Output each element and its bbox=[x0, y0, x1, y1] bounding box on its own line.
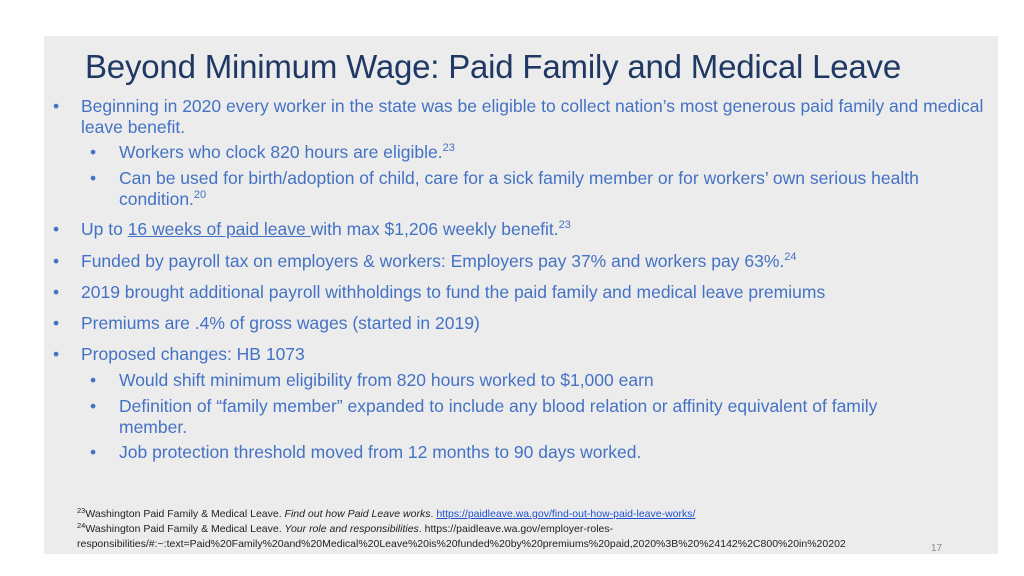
bullet-dot: • bbox=[53, 251, 60, 271]
sub-bullet-family-member bbox=[90, 396, 949, 438]
bullet-premiums bbox=[53, 313, 991, 334]
footnote-24 bbox=[77, 522, 613, 537]
bullet-dot: • bbox=[90, 370, 97, 390]
footnote-url-link[interactable]: https://paidleave.wa.gov/find-out-how-paid-leave-works/ bbox=[436, 508, 696, 520]
footnote-ref: 23 bbox=[442, 142, 455, 154]
bullet-text: 2019 brought additional payroll withholdings to fund the paid family and medical leave premiums bbox=[81, 282, 826, 302]
bullet-eligibility bbox=[53, 96, 991, 138]
footnote-separator: . bbox=[430, 508, 437, 520]
slide-title: Beyond Minimum Wage: Paid Family and Medical Leave bbox=[85, 48, 901, 85]
footnote-title: Find out how Paid Leave works bbox=[284, 508, 431, 520]
sub-bullet-job-protection bbox=[90, 442, 979, 463]
bullet-withholdings bbox=[53, 282, 991, 303]
bullet-text: Would shift minimum eligibility from 820 hours worked to $1,000 earn bbox=[119, 370, 654, 390]
bullet-text: Definition of “family member” expanded to include any blood relation or affinity equivalent of family member. bbox=[119, 396, 878, 437]
footnote-number: 24 bbox=[77, 521, 86, 530]
footnote-source: Washington Paid Family & Medical Leave. bbox=[85, 508, 285, 520]
bullet-text: Proposed changes: HB 1073 bbox=[81, 344, 305, 364]
bullet-funding bbox=[53, 251, 991, 272]
footnote-24-continued bbox=[77, 537, 846, 552]
bullet-dot: • bbox=[90, 442, 97, 462]
bullet-proposed-changes bbox=[53, 344, 991, 365]
bullet-text-pre: Up to bbox=[81, 219, 128, 239]
sub-bullet-820-hours bbox=[90, 142, 979, 163]
bullet-dot: • bbox=[90, 168, 97, 188]
bullet-text: Premiums are .4% of gross wages (started in 2019) bbox=[81, 313, 480, 333]
bullet-16-weeks bbox=[53, 219, 991, 240]
footnote-url: . https://paidleave.wa.gov/employer-roles- bbox=[418, 523, 614, 535]
bullet-text-post: with max $1,206 weekly benefit. bbox=[310, 219, 559, 239]
footnote-title: Your role and responsibilities bbox=[284, 523, 419, 535]
bullet-dot: • bbox=[53, 282, 60, 302]
footnote-ref: 20 bbox=[193, 189, 207, 201]
bullet-text: Can be used for birth/adoption of child, care for a sick family member or for workers’ own serious health condition. bbox=[119, 168, 919, 209]
bullet-text: Workers who clock 820 hours are eligible. bbox=[119, 142, 443, 162]
paid-leave-link[interactable]: 16 weeks of paid leave bbox=[127, 219, 311, 239]
bullet-dot: • bbox=[90, 396, 97, 416]
footnote-ref: 24 bbox=[784, 251, 797, 263]
footnote-ref: 23 bbox=[558, 219, 571, 231]
bullet-dot: • bbox=[53, 344, 60, 364]
footnote-source: Washington Paid Family & Medical Leave. bbox=[85, 523, 285, 535]
bullet-dot: • bbox=[53, 219, 60, 239]
footnote-number: 23 bbox=[77, 506, 86, 515]
bullet-dot: • bbox=[53, 313, 60, 333]
bullet-dot: • bbox=[53, 96, 60, 116]
bullet-text: Job protection threshold moved from 12 months to 90 days worked. bbox=[119, 442, 642, 462]
footnote-url-continued: responsibilities/#:~:text=Paid%20Family%20and%20Medical%20Leave%20is%20funded%20by%20premiums%20paid,2020%3B%20%24142%2C800%20in%20202 bbox=[77, 538, 846, 550]
bullet-dot: • bbox=[90, 142, 97, 162]
sub-bullet-uses bbox=[90, 168, 969, 210]
page-number: 17 bbox=[931, 543, 943, 554]
bullet-text: Funded by payroll tax on employers & workers: Employers pay 37% and workers pay 63%. bbox=[81, 251, 785, 271]
sub-bullet-eligibility-shift bbox=[90, 370, 979, 391]
footnote-23 bbox=[77, 507, 695, 522]
bullet-text: Beginning in 2020 every worker in the state was be eligible to collect nation’s most generous paid family and medical leave benefit. bbox=[81, 96, 984, 137]
